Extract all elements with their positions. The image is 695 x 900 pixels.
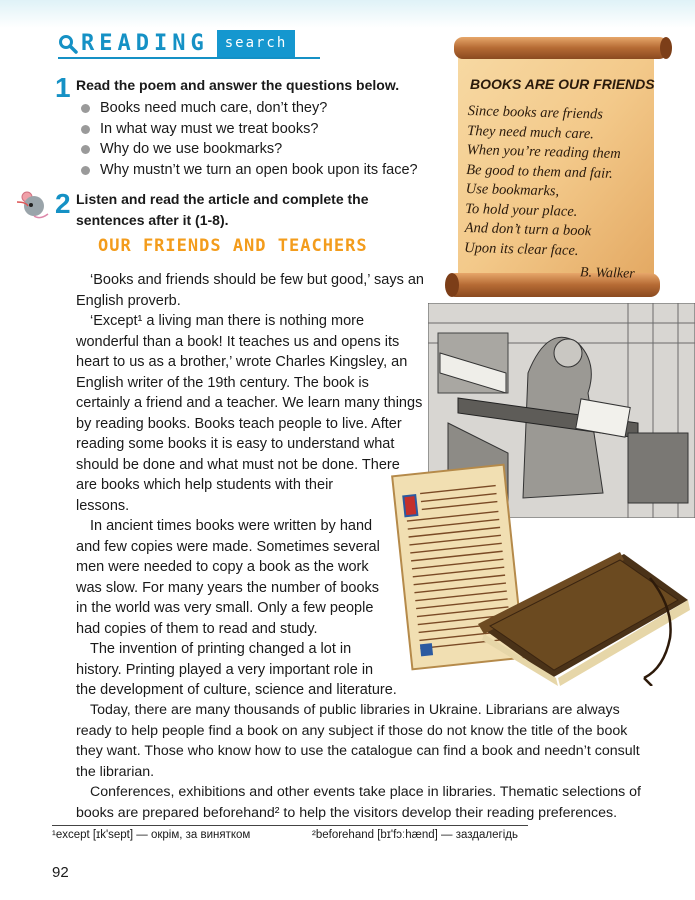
- article-line: had copies of them to read and study.: [76, 620, 318, 637]
- leather-book-image: [474, 548, 695, 686]
- article-line: men were needed to copy a book as the work: [76, 559, 369, 575]
- article-line: lessons.: [76, 497, 130, 514]
- article-line: are books which help students with their: [76, 477, 334, 493]
- article-line: reading some books it is easy to understand what: [76, 436, 395, 452]
- article-line: heart to us as a brother,’ wrote Charles Kingsley, an: [76, 354, 408, 370]
- reading-header: [58, 30, 295, 57]
- article-line: by reading books. Books teach people to live. After: [76, 415, 402, 432]
- footnote-divider: [52, 825, 528, 826]
- poem-line: Upon its clear face.: [463, 239, 579, 259]
- article-line: certainly a friend and a teacher. We learn many things: [76, 395, 423, 411]
- poem: [464, 102, 622, 262]
- article-line: the librarian.: [76, 763, 155, 780]
- article-body-narrow: [76, 270, 424, 701]
- article-line: In ancient times books were written by hand: [90, 518, 373, 534]
- question-list: [80, 98, 418, 180]
- task-1-number: 1: [55, 72, 71, 103]
- article-line: wonderful than a book! It teaches us and opens its: [76, 333, 400, 350]
- article-line: English proverb.: [76, 292, 181, 309]
- header-underline: [58, 57, 320, 59]
- article-line: history. Printing played a very important role in: [76, 661, 374, 678]
- page-number: 92: [52, 864, 69, 881]
- poem-title: BOOKS ARE OUR FRIENDS: [470, 76, 655, 92]
- task-1-title: Read the poem and answer the questions below.: [76, 77, 400, 93]
- article-line: the development of culture, science and literature.: [76, 682, 397, 698]
- footnote-2: ²beforehand [bɪ'fɔːhænd] — заздалегідь: [312, 829, 518, 841]
- task-2-title-line-2: sentences after it (1-8).: [76, 212, 229, 228]
- poem-line: Be good to them and fair.: [466, 161, 614, 182]
- article-line: they want. Those who know how to use the catalogue can find a book and needn’t consult: [76, 743, 640, 759]
- poem-line: And don’t turn a book: [464, 219, 592, 240]
- audio-mouse-icon: [14, 188, 52, 220]
- question-item: Why do we use bookmarks?: [80, 139, 418, 160]
- poem-author: B. Walker: [579, 265, 635, 282]
- article-line: was slow. For many years the number of books: [76, 579, 380, 596]
- article-line: Conferences, exhibitions and other events take place in libraries. Thematic selections of: [90, 784, 641, 800]
- article-line: Today, there are many thousands of public libraries in Ukraine. Librarians are always: [90, 702, 620, 718]
- article-line: in the world was very small. Only a few people: [76, 600, 374, 616]
- question-item: Why mustn’t we turn an open book upon its face?: [80, 160, 418, 181]
- poem-line: To hold your place.: [465, 200, 578, 220]
- poem-line: Since books are friends: [467, 102, 604, 123]
- article-line: The invention of printing changed a lot in: [90, 641, 352, 657]
- article-line: and few copies were made. Sometimes several: [76, 538, 380, 555]
- task-2-number: 2: [55, 188, 71, 219]
- article-line: should be done and what must not be done. There: [76, 456, 400, 473]
- poem-line: Use bookmarks,: [465, 180, 560, 200]
- question-item: Books need much care, don’t they?: [80, 98, 418, 119]
- article-line: books are prepared beforehand² to help the visitors develop their reading preferences.: [76, 804, 618, 821]
- poem-line: When you’re reading them: [466, 141, 621, 163]
- article-line: ‘Books and friends should be few but good,’ says an: [90, 272, 424, 288]
- article-line: ‘Except¹ a living man there is nothing more: [90, 313, 365, 329]
- footnote-1: ¹except [ɪk'sept] — окрім, за винятком: [52, 829, 251, 841]
- section-subtitle: search: [217, 30, 296, 57]
- article-title: OUR FRIENDS AND TEACHERS: [98, 236, 368, 256]
- article-line: English writer of the 19th century. The book is: [76, 374, 369, 391]
- task-2-title-line-1: Listen and read the article and complete the: [76, 191, 369, 207]
- article-line: ready to help people find a book on any subject if those do not know the title of the book: [76, 722, 628, 739]
- section-title: READING: [81, 31, 209, 56]
- top-band: [0, 0, 695, 28]
- question-item: In what way must we treat books?: [80, 119, 418, 140]
- search-icon: [58, 34, 78, 54]
- poem-line: They need much care.: [467, 122, 595, 142]
- article-body-wide: [76, 700, 641, 823]
